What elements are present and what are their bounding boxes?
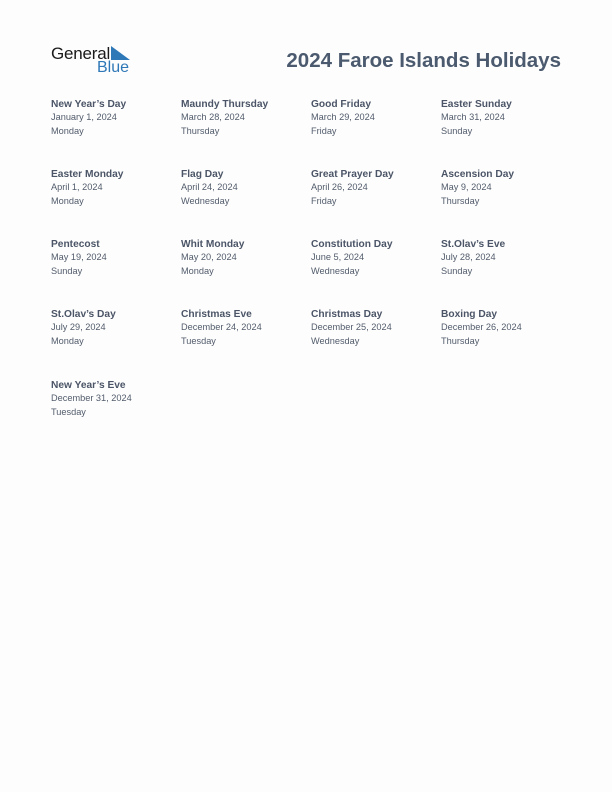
holiday-item — [441, 238, 569, 278]
holiday-name: Christmas Day — [311, 309, 383, 320]
holiday-weekday: Wednesday — [311, 265, 360, 276]
holiday-name: Flag Day — [181, 169, 224, 180]
logo-text-general: General — [51, 44, 111, 63]
holiday-name: Good Friday — [311, 99, 371, 110]
holiday-item — [311, 308, 439, 348]
holiday-item — [181, 238, 309, 278]
page-title: 2024 Faroe Islands Holidays — [286, 49, 561, 72]
holiday-date: June 5, 2024 — [311, 252, 365, 262]
holiday-weekday: Wednesday — [311, 335, 360, 346]
holiday-weekday: Thursday — [441, 335, 480, 346]
holiday-weekday: Sunday — [441, 265, 473, 276]
holiday-item — [311, 238, 439, 278]
holiday-date: December 31, 2024 — [51, 393, 132, 403]
holiday-name: Ascension Day — [441, 169, 515, 180]
holiday-date: July 29, 2024 — [51, 322, 106, 332]
holiday-date: March 28, 2024 — [181, 112, 245, 122]
holiday-weekday: Friday — [311, 195, 337, 206]
generalblue-logo — [51, 44, 141, 78]
holiday-weekday: Tuesday — [51, 406, 86, 417]
holiday-date: July 28, 2024 — [441, 252, 496, 262]
holiday-date: December 25, 2024 — [311, 322, 392, 332]
holiday-name: Maundy Thursday — [181, 99, 269, 110]
holiday-weekday: Thursday — [181, 125, 220, 136]
holiday-weekday: Sunday — [51, 265, 83, 276]
holiday-date: April 1, 2024 — [51, 182, 103, 192]
holiday-name: Easter Sunday — [441, 99, 512, 110]
holiday-item — [441, 98, 569, 138]
holiday-item — [51, 308, 179, 348]
holiday-name: St.Olav’s Eve — [441, 239, 506, 250]
holiday-item — [441, 168, 569, 208]
holiday-weekday: Monday — [51, 195, 84, 206]
holiday-item — [181, 98, 309, 138]
holiday-date: May 19, 2024 — [51, 252, 107, 262]
holiday-weekday: Monday — [51, 125, 84, 136]
holiday-name: Whit Monday — [181, 239, 245, 250]
holiday-weekday: Friday — [311, 125, 337, 136]
holiday-name: Christmas Eve — [181, 309, 252, 320]
holiday-item — [181, 168, 309, 208]
logo-text-blue: Blue — [97, 59, 130, 76]
holiday-item — [311, 98, 439, 138]
holiday-date: March 31, 2024 — [441, 112, 505, 122]
holiday-item — [441, 308, 569, 348]
holiday-name: St.Olav’s Day — [51, 309, 116, 320]
holiday-date: May 9, 2024 — [441, 182, 492, 192]
holiday-name: Pentecost — [51, 239, 100, 250]
holiday-date: April 24, 2024 — [181, 182, 238, 192]
holiday-name: Constitution Day — [311, 239, 393, 250]
holiday-name: Great Prayer Day — [311, 169, 394, 180]
holiday-item — [311, 168, 439, 208]
holiday-date: March 29, 2024 — [311, 112, 375, 122]
holiday-date: May 20, 2024 — [181, 252, 237, 262]
holiday-item — [51, 168, 179, 208]
holiday-name: New Year’s Eve — [51, 380, 126, 391]
holiday-item — [51, 98, 179, 138]
holiday-weekday: Tuesday — [181, 335, 216, 346]
holiday-item — [51, 379, 179, 419]
holiday-weekday: Sunday — [441, 125, 473, 136]
holiday-weekday: Monday — [51, 335, 84, 346]
holiday-item — [51, 238, 179, 278]
holiday-date: December 26, 2024 — [441, 322, 522, 332]
holiday-date: April 26, 2024 — [311, 182, 368, 192]
holiday-date: January 1, 2024 — [51, 112, 117, 122]
holiday-weekday: Monday — [181, 265, 214, 276]
logo-triangle-icon — [111, 46, 130, 60]
holiday-weekday: Wednesday — [181, 195, 230, 206]
holiday-name: Boxing Day — [441, 309, 498, 320]
holiday-name: Easter Monday — [51, 169, 124, 180]
holiday-date: December 24, 2024 — [181, 322, 262, 332]
holiday-name: New Year’s Day — [51, 99, 127, 110]
holiday-weekday: Thursday — [441, 195, 480, 206]
holiday-item — [181, 308, 309, 348]
